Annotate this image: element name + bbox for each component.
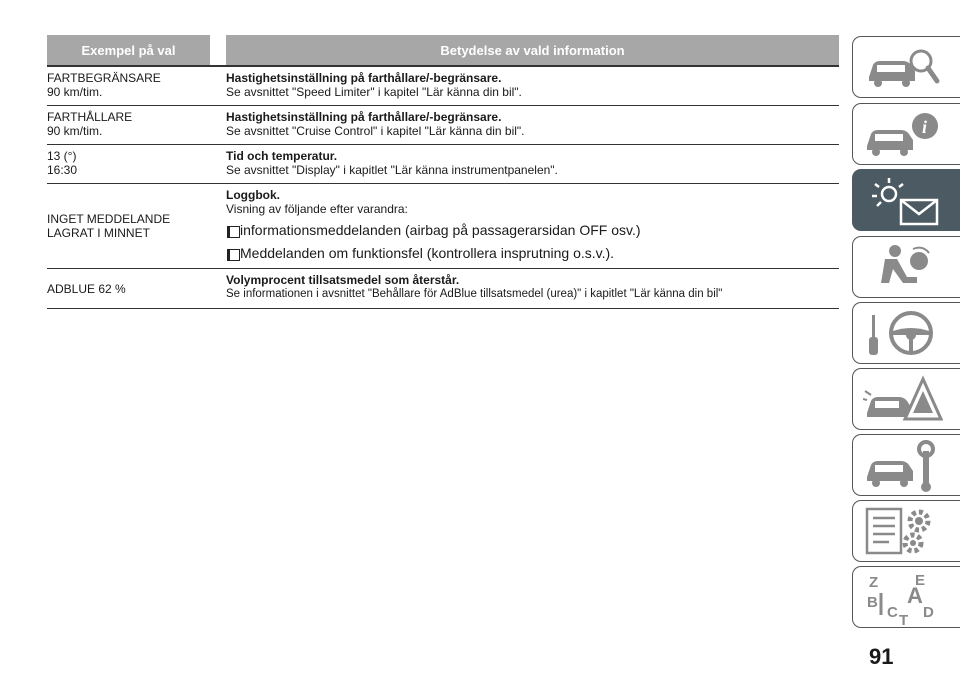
- bullet-icon: [226, 224, 237, 237]
- tab-emergency[interactable]: [852, 368, 960, 430]
- tab-index[interactable]: [852, 566, 960, 628]
- example-line: 16:30: [47, 163, 78, 177]
- meaning-cell: [226, 145, 839, 183]
- table-row: [47, 67, 839, 106]
- example-cell: [47, 106, 226, 144]
- meaning-cell: [226, 67, 839, 105]
- example-line: INGET MEDDELANDE: [47, 212, 171, 226]
- example-cell: [47, 269, 226, 308]
- tab-safety[interactable]: [852, 236, 960, 298]
- list-item-text: Meddelanden om funktionsfel (kontrollera insprutning o.s.v.).: [240, 245, 615, 261]
- list-item-text: informationsmeddelanden (airbag på passagerarsidan OFF osv.): [240, 222, 641, 238]
- meaning-title: Hastighetsinställning på farthållare/-begränsare.: [226, 110, 502, 124]
- meaning-text: Se avsnittet "Display" i kapitlet "Lär känna instrumentpanelen".: [226, 163, 558, 177]
- example-cell: [47, 184, 226, 268]
- meaning-cell: [226, 269, 839, 308]
- table-row: [47, 269, 839, 309]
- example-line: FARTHÅLLARE: [47, 110, 133, 124]
- tab-warnings-messages[interactable]: [852, 169, 960, 231]
- meaning-title: Loggbok.: [226, 188, 280, 202]
- meaning-text: Se informationen i avsnittet "Behållare för AdBlue tillsatsmedel (urea)" i kapitlet "Lär känna din bil": [226, 288, 723, 300]
- example-cell: [47, 67, 226, 105]
- example-line: LAGRAT I MINNET: [47, 226, 150, 240]
- meaning-text: Se avsnittet "Cruise Control" i kapitel "Lär känna din bil".: [226, 124, 525, 138]
- example-cell: [47, 145, 226, 183]
- table-header: [47, 35, 839, 67]
- example-line: FARTBEGRÄNSARE: [47, 71, 161, 85]
- car-breakdown-warning-icon: [863, 373, 943, 427]
- meaning-text: Se avsnittet "Speed Limiter" i kapitel "Lär känna din bil".: [226, 85, 522, 99]
- index-letter: A: [907, 583, 923, 608]
- page-number: 91: [869, 644, 894, 669]
- header-meaning: Betydelse av vald information: [226, 35, 839, 65]
- index-letter: C: [887, 604, 898, 621]
- info-table: [47, 35, 839, 309]
- index-letter: T: [899, 612, 909, 625]
- table-row: [47, 145, 839, 184]
- example-line: 90 km/tim.: [47, 85, 103, 99]
- tab-car-info[interactable]: [852, 103, 960, 165]
- header-example: Exempel på val: [47, 35, 210, 65]
- list-item: [226, 221, 839, 239]
- index-letter: B: [867, 594, 878, 611]
- tab-maintenance[interactable]: [852, 434, 960, 496]
- meaning-cell: [226, 106, 839, 144]
- meaning-cell: [226, 184, 839, 268]
- tab-starting-driving[interactable]: [852, 302, 960, 364]
- table-row: [47, 106, 839, 145]
- specifications-gear-icon: [863, 505, 943, 559]
- index-letter: D: [923, 604, 934, 621]
- meaning-title: Volymprocent tillsatsmedel som återstår.: [226, 273, 460, 287]
- car-wrench-icon: [863, 439, 943, 493]
- tab-car-search[interactable]: [852, 36, 960, 98]
- table-row: [47, 184, 839, 269]
- alphabetical-index-icon: [863, 571, 943, 625]
- example-line: ADBLUE 62 %: [47, 281, 126, 296]
- car-info-icon: [863, 108, 943, 162]
- seat-airbag-icon: [863, 241, 943, 295]
- warning-light-envelope-icon: [863, 174, 943, 228]
- index-letter: Z: [869, 574, 879, 591]
- tab-technical-data[interactable]: [852, 500, 960, 562]
- meaning-text: Visning av följande efter varandra:: [226, 202, 408, 216]
- svg-text:i: i: [922, 117, 928, 137]
- meaning-title: Hastighetsinställning på farthållare/-begränsare.: [226, 71, 502, 85]
- car-search-icon: [863, 41, 943, 95]
- bullet-icon: [226, 247, 237, 260]
- example-line: 90 km/tim.: [47, 124, 103, 138]
- key-steering-wheel-icon: [863, 307, 943, 361]
- index-letter: E: [915, 572, 926, 589]
- example-line: 13 (°): [47, 149, 77, 163]
- meaning-title: Tid och temperatur.: [226, 149, 338, 163]
- list-item: [226, 244, 839, 262]
